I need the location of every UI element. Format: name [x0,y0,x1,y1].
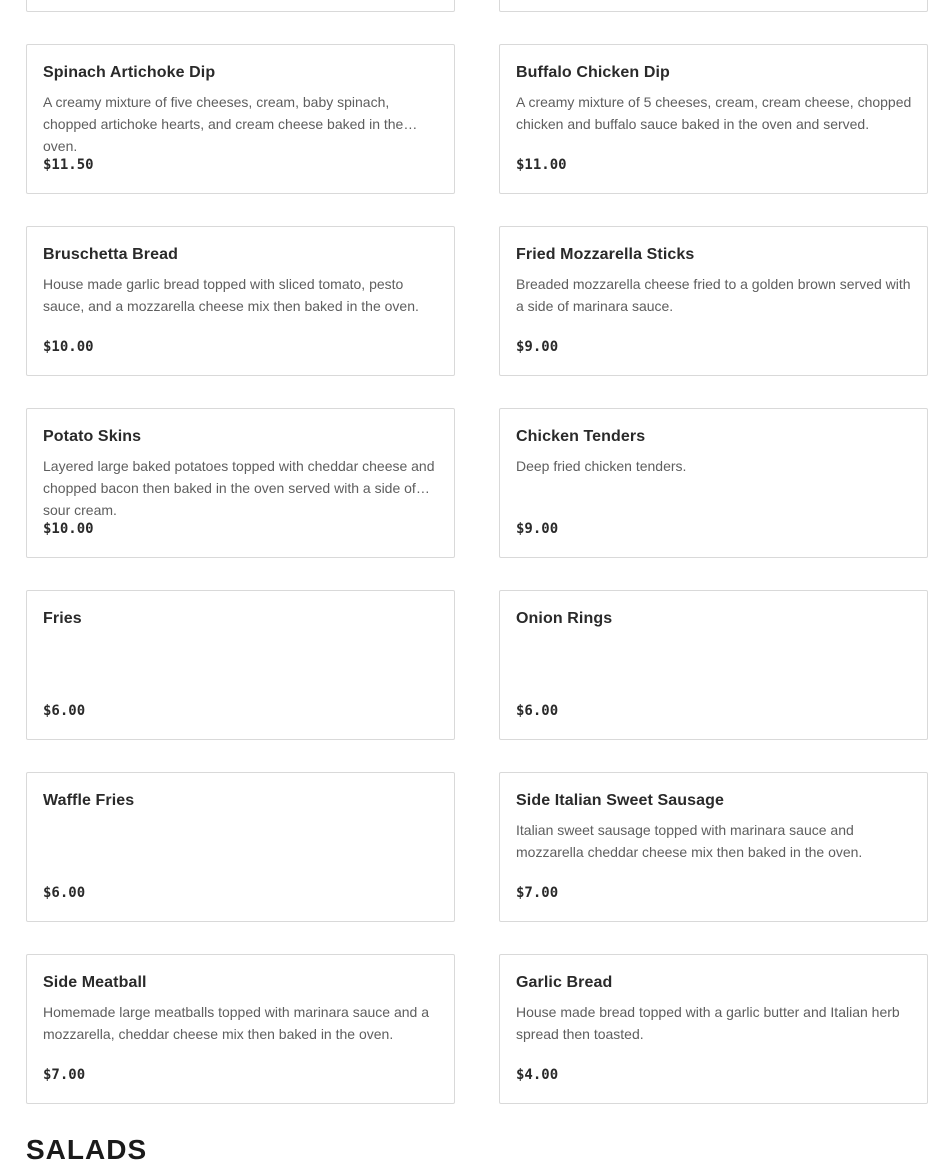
menu-item-description: Italian sweet sausage topped with marinara sauce and mozzarella cheddar cheese mix then baked in the oven. [516,822,863,860]
menu-item-card-potato-skins[interactable] [26,408,455,558]
menu-item-price: $11.00 [516,157,567,173]
menu-item-description: A creamy mixture of 5 cheeses, cream, cream cheese, chopped chicken and buffalo sauce baked in the oven and served. [516,94,912,132]
menu-item-description: Homemade large meatballs topped with marinara sauce and a mozzarella, cheddar cheese mix then baked in the oven. [43,1004,429,1042]
menu-item-card-waffle-fries[interactable] [26,772,455,922]
menu-item-price: $9.00 [516,339,559,355]
menu-item-price: $6.00 [43,703,86,719]
menu-item-card-bruschetta-bread[interactable] [26,226,455,376]
menu-item-name: Onion Rings [516,610,613,627]
menu-item-card-chicken-tenders[interactable] [499,408,928,558]
menu-item-card-spinach-artichoke-dip[interactable] [26,44,455,194]
menu-item-name: Side Italian Sweet Sausage [516,792,725,809]
menu-item-description: Breaded mozzarella cheese fried to a golden brown served with a side of marinara sauce. [516,276,911,314]
menu-item-name: Buffalo Chicken Dip [516,64,670,81]
menu-item-card-garlic-bread[interactable] [499,954,928,1104]
menu-item-name: Potato Skins [43,428,142,445]
menu-item-price: $10.00 [43,521,94,537]
menu-item-name: Fried Mozzarella Sticks [516,246,695,263]
menu-item-price: $9.00 [516,521,559,537]
menu-item-description: Layered large baked potatoes topped with cheddar cheese and chopped bacon then baked in the oven served with a side of sour cream. [43,458,435,518]
menu-item-description: Deep fried chicken tenders. [516,458,687,474]
menu-item-card[interactable] [499,0,928,12]
menu-item-price: $6.00 [43,885,86,901]
menu-item-card-side-italian-sweet-sausage[interactable] [499,772,928,922]
menu-item-price: $10.00 [43,339,94,355]
menu-item-name: Waffle Fries [43,792,135,809]
menu-item-name: Fries [43,610,82,627]
menu-item-card-side-meatball[interactable] [26,954,455,1104]
section-heading-salads: SALADS [26,1134,148,1165]
menu-item-card-onion-rings[interactable] [499,590,928,740]
menu-item-name: Side Meatball [43,974,147,991]
menu-item-name: Chicken Tenders [516,428,646,445]
menu-item-price: $6.00 [516,703,559,719]
menu-item-description: A creamy mixture of five cheeses, cream, baby spinach, chopped artichoke hearts, and cream cheese baked in the oven. [43,94,404,154]
menu-item-description: House made garlic bread topped with sliced tomato, pesto sauce, and a mozzarella cheese mix then baked in the oven. [43,276,419,314]
menu-item-price: $7.00 [43,1067,86,1083]
menu-item-description: House made bread topped with a garlic butter and Italian herb spread then toasted. [516,1004,900,1042]
menu-item-card[interactable] [26,0,455,12]
menu-item-price: $4.00 [516,1067,559,1083]
menu-item-card-fries[interactable] [26,590,455,740]
menu-item-name: Garlic Bread [516,974,613,991]
menu-item-card-fried-mozzarella-sticks[interactable] [499,226,928,376]
menu-item-price: $11.50 [43,157,94,173]
menu-item-price: $7.00 [516,885,559,901]
menu-item-card-buffalo-chicken-dip[interactable] [499,44,928,194]
menu-item-name: Bruschetta Bread [43,246,178,263]
menu-item-name: Spinach Artichoke Dip [43,64,216,81]
